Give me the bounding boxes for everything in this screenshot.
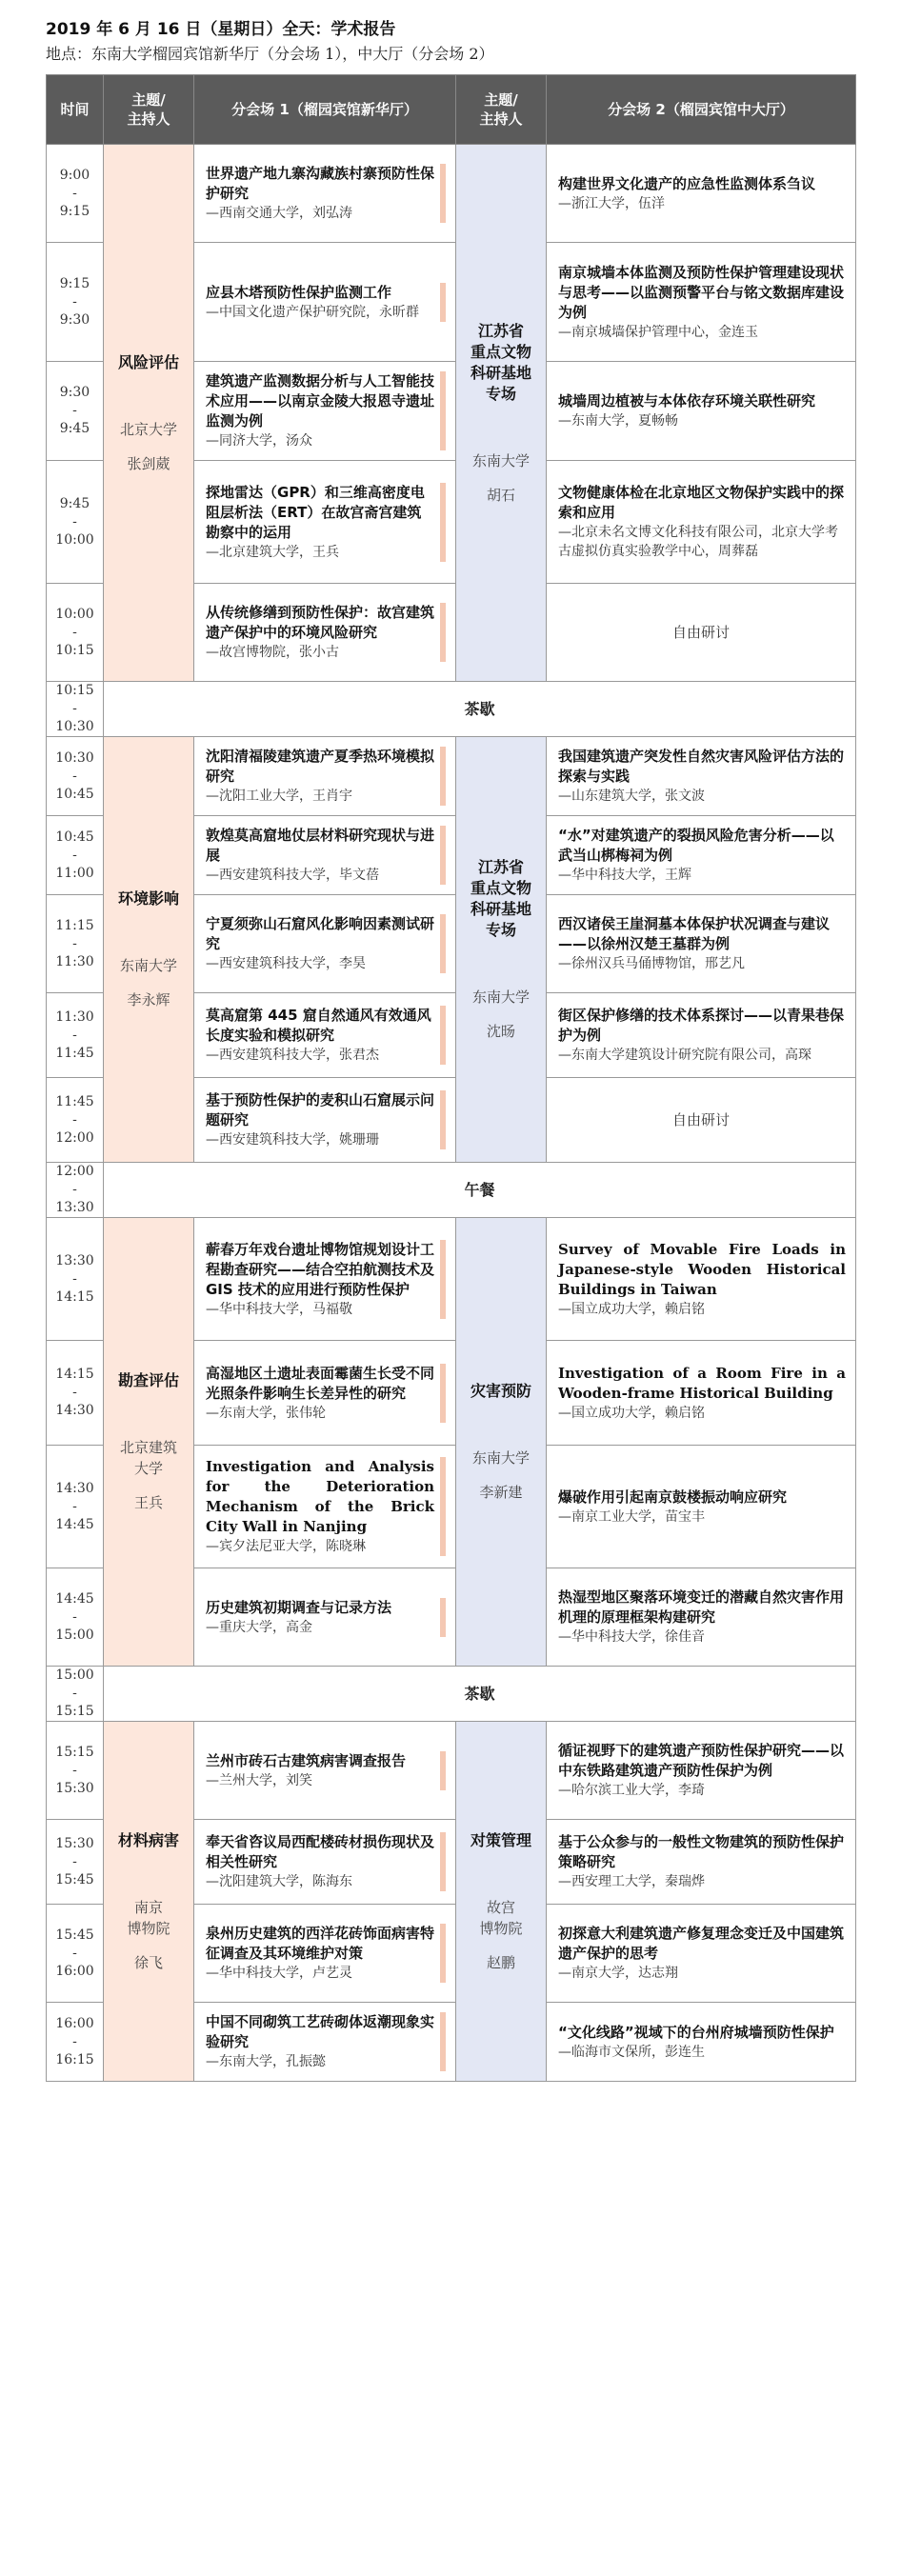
talk-affiliation: —西安建筑科技大学，张君杰 — [206, 1048, 379, 1063]
session-theme-line: 重点文物 — [470, 879, 531, 897]
host-gap — [104, 909, 193, 955]
talk-affiliation: —南京大学，达志翔 — [558, 1966, 678, 1981]
time-text: 16:00 — [55, 1963, 94, 1979]
host-org-line: 东南大学 — [471, 1449, 530, 1467]
host-gap — [456, 1402, 546, 1448]
talk-title: 南京城墙本体监测及预防性保护管理建设现状与思考——以监测预警平台与铭文数据库建设为例 — [558, 263, 845, 321]
time-text: 9:30 — [59, 311, 90, 328]
time-text: 15:00 — [55, 1627, 94, 1643]
time-cell — [47, 1446, 104, 1568]
time-text: 16:00 — [55, 2015, 94, 2031]
time-text: 12:00 — [55, 1164, 94, 1179]
session-theme — [456, 1381, 546, 1402]
talk-affiliation: —南京城墙保护管理中心，金连玉 — [558, 324, 758, 340]
talk-title: 历史建筑初期调查与记录方法 — [206, 1598, 392, 1616]
host-gap-small — [456, 1468, 546, 1482]
time-text: 10:00 — [55, 531, 94, 548]
session1-talk — [194, 1078, 456, 1163]
break-row — [47, 682, 856, 737]
talk-affiliation: —沈阳建筑大学，陈海东 — [206, 1874, 352, 1889]
time-text: 11:00 — [55, 865, 94, 881]
time-text: 9:30 — [59, 385, 90, 400]
session2-talk — [547, 1905, 856, 2003]
time-cell — [47, 816, 104, 895]
break-row — [47, 1667, 856, 1722]
table-row — [47, 737, 856, 816]
time-cell — [47, 584, 104, 682]
col-header-session1: 分会场 1（榴园宾馆新华厅） — [194, 75, 456, 145]
break-label: 茶歇 — [104, 1667, 856, 1722]
talk-affiliation: —沈阳工业大学，王肖宇 — [206, 789, 352, 804]
host-gap-small — [456, 1008, 546, 1021]
talk-title: “水”对建筑遗产的裂损风险危害分析——以武当山梆梅祠为例 — [558, 827, 834, 864]
time-cell — [47, 993, 104, 1078]
session1-talk — [194, 461, 456, 584]
session-theme-line: 专场 — [485, 384, 516, 403]
table-row — [47, 145, 856, 243]
session1-talk — [194, 362, 456, 461]
host-gap — [104, 1851, 193, 1897]
host-org-line: 东南大学 — [471, 988, 530, 1006]
time-text: 9:15 — [59, 275, 90, 291]
time-text: 14:45 — [55, 1590, 94, 1607]
time-text: 15:15 — [55, 1744, 94, 1760]
talk-title: Survey of Movable Fire Loads in Japanese-style Wooden Historical Buildings in Taiwan — [558, 1240, 846, 1298]
time-text: 11:30 — [55, 953, 94, 969]
host-org — [104, 1437, 193, 1479]
session-theme-line: 环境影响 — [117, 889, 179, 908]
session1-talk — [194, 993, 456, 1078]
talk-title: 热湿型地区聚落环境变迁的潜藏自然灾害作用机理的原理框架构建研究 — [558, 1588, 845, 1626]
host-org — [104, 1897, 193, 1939]
time-text: 15:30 — [55, 1835, 94, 1851]
talk-affiliation: —华中科技大学，马福敬 — [206, 1301, 352, 1317]
session2-talk — [547, 1568, 856, 1667]
time-cell — [47, 1163, 104, 1218]
session-theme — [104, 1830, 193, 1851]
host2-cell — [456, 145, 547, 682]
talk-affiliation: —国立成功大学，赖启铭 — [558, 1301, 705, 1317]
host-org-line: 北京建筑 — [119, 1439, 177, 1456]
session-theme-line: 对策管理 — [470, 1830, 531, 1849]
talk-affiliation: —山东建筑大学，张文波 — [558, 789, 705, 804]
talk-title: 西汉诸侯王崖洞墓本体保护状况调查与建议——以徐州汉楚王墓群为例 — [558, 915, 831, 952]
host-org-line: 故宫 — [486, 1898, 515, 1916]
session-theme-line: 科研基地 — [470, 900, 531, 918]
session2-talk — [547, 895, 856, 993]
schedule-table — [46, 74, 856, 2082]
host-gap — [104, 1391, 193, 1437]
talk-affiliation: —西安建筑科技大学，毕文蓓 — [206, 868, 379, 883]
schedule-venue-line: 地点：东南大学榴园宾馆新华厅（分会场 1），中大厅（分会场 2） — [46, 45, 494, 63]
talk-content — [206, 1457, 446, 1556]
session-theme-line: 勘查评估 — [117, 1371, 179, 1389]
talk-affiliation: —东南大学建筑设计研究院有限公司，高琛 — [558, 1048, 811, 1063]
host-gap — [456, 1851, 546, 1897]
time-text: - — [72, 935, 77, 951]
host-name: 张剑葳 — [127, 454, 170, 472]
time-text: 10:45 — [55, 786, 94, 802]
talk-title: Investigation and Analysis for the Deterioration Mechanism of the Brick City Wall in Nanjing — [206, 1458, 434, 1535]
talk-title: 初探意大利建筑遗产修复理念变迁及中国建筑遗产保护的思考 — [558, 1925, 845, 1962]
session-theme — [104, 1370, 193, 1391]
talk-content — [206, 1598, 446, 1637]
talk-affiliation: —北京建筑大学，王兵 — [206, 544, 339, 560]
host2-cell — [456, 1218, 547, 1667]
session1-talk — [194, 895, 456, 993]
session2-talk — [547, 362, 856, 461]
talk-title: 基于公众参与的一般性文物建筑的预防性保护策略研究 — [558, 1833, 845, 1870]
talk-content — [206, 603, 446, 662]
session1-talk — [194, 737, 456, 816]
talk-content — [206, 283, 446, 322]
host-gap-small — [104, 440, 193, 453]
talk-title: 基于预防性保护的麦积山石窟展示问题研究 — [206, 1091, 435, 1128]
table-row — [47, 1722, 856, 1820]
talk-affiliation: —宾夕法尼亚大学，陈晓琳 — [206, 1539, 366, 1554]
session2-talk — [547, 1820, 856, 1905]
time-text: 15:15 — [55, 1704, 94, 1719]
time-text: 15:30 — [55, 1780, 94, 1796]
host-org-line: 大学 — [133, 1460, 163, 1477]
time-text: - — [72, 293, 77, 310]
host-name: 徐飞 — [133, 1953, 163, 1971]
talk-title: 文物健康体检在北京地区文物保护实践中的探索和应用 — [558, 484, 845, 521]
talk-affiliation: —西安理工大学，秦瑞烨 — [558, 1874, 705, 1889]
time-cell — [47, 1820, 104, 1905]
time-text: - — [72, 185, 77, 201]
session2-talk — [547, 1218, 856, 1341]
host-org — [104, 955, 193, 976]
time-text: 14:15 — [55, 1367, 94, 1382]
host-gap — [104, 373, 193, 419]
talk-content — [206, 1240, 446, 1319]
session1-talk — [194, 816, 456, 895]
talk-affiliation: —华中科技大学，徐佳音 — [558, 1629, 705, 1645]
talk-title: 循证视野下的建筑遗产预防性保护研究——以中东铁路建筑遗产预防性保护为例 — [558, 1742, 845, 1779]
session2-talk — [547, 243, 856, 362]
host2-cell — [456, 737, 547, 1163]
time-cell — [47, 145, 104, 243]
talk-content — [206, 747, 446, 806]
talk-affiliation: —西安建筑科技大学，李昊 — [206, 956, 366, 971]
host-gap-small — [104, 976, 193, 989]
talk-title: 敦煌莫高窟地仗层材料研究现状与进展 — [206, 827, 435, 864]
time-text: - — [72, 768, 77, 784]
host1-cell — [104, 1218, 194, 1667]
session-theme — [456, 857, 546, 941]
session1-talk — [194, 584, 456, 682]
time-text: - — [72, 403, 77, 418]
talk-title: 奉天省咨议局西配楼砖材损伤现状及相关性研究 — [206, 1833, 435, 1870]
session-theme-line: 江苏省 — [477, 321, 524, 340]
time-text: 10:15 — [55, 683, 94, 698]
time-text: - — [72, 847, 77, 863]
talk-title: Investigation of a Room Fire in a Wooden-frame Historical Building — [558, 1364, 846, 1402]
session-theme — [456, 1830, 546, 1851]
talk-title: 从传统修缮到预防性保护：故宫建筑遗产保护中的环境风险研究 — [206, 604, 435, 641]
talk-title: 应县木塔预防性保护监测工作 — [206, 283, 392, 301]
time-text: - — [72, 624, 77, 640]
host-gap-small — [456, 1939, 546, 1952]
talk-affiliation: —徐州汉兵马俑博物馆，邢艺凡 — [558, 956, 745, 971]
time-text: 14:30 — [55, 1403, 94, 1418]
host-name: 沈旸 — [486, 1023, 515, 1040]
time-text: 10:00 — [55, 606, 94, 622]
time-text: - — [72, 1270, 77, 1287]
talk-title: 高湿地区土遗址表面霉菌生长受不同光照条件影响生长差异性的研究 — [206, 1364, 435, 1402]
time-text: - — [72, 1111, 77, 1128]
time-text: 14:45 — [55, 1516, 94, 1532]
talk-affiliation: —东南大学，孔振懿 — [206, 2054, 326, 2069]
session2-talk — [547, 1446, 856, 1568]
time-cell — [47, 1218, 104, 1341]
time-text: 12:00 — [55, 1129, 94, 1146]
session1-talk — [194, 1218, 456, 1341]
time-text: 9:45 — [59, 421, 90, 436]
talk-affiliation: —兰州大学，刘笑 — [206, 1772, 312, 1788]
talk-content — [206, 1751, 446, 1790]
col-header-session2: 分会场 2（榴园宾馆中大厅） — [547, 75, 856, 145]
time-text: 9:45 — [59, 495, 90, 511]
talk-content — [206, 1090, 446, 1149]
time-text: 11:45 — [55, 1093, 94, 1109]
session2-talk — [547, 993, 856, 1078]
time-cell — [47, 1341, 104, 1446]
col-header-host2: 主题/ 主持人 — [456, 75, 547, 145]
session2-talk — [547, 461, 856, 584]
talk-title: 沈阳清福陵建筑遗产夏季热环境模拟研究 — [206, 748, 435, 785]
session-theme — [104, 352, 193, 373]
session2-talk — [547, 145, 856, 243]
host-gap-small — [456, 471, 546, 485]
session-theme-line: 科研基地 — [470, 363, 531, 382]
session2-talk — [547, 1341, 856, 1446]
session1-talk — [194, 1341, 456, 1446]
talk-title: 我国建筑遗产突发性自然灾害风险评估方法的探索与实践 — [558, 748, 845, 785]
session-theme-line: 江苏省 — [477, 858, 524, 876]
session-theme-line: 材料病害 — [117, 1830, 179, 1849]
host-name: 赵鹏 — [486, 1953, 515, 1971]
talk-title: 蕲春万年戏台遗址博物馆规划设计工程勘查研究——结合空拍航测技术及 GIS 技术的应用进行预防性保护 — [206, 1240, 435, 1298]
host-org-line: 东南大学 — [471, 451, 530, 469]
talk-affiliation: —重庆大学，高金 — [206, 1619, 312, 1635]
talk-content — [206, 164, 446, 223]
talk-title: 世界遗产地九寨沟藏族村寨预防性保护研究 — [206, 165, 435, 202]
talk-affiliation: —华中科技大学，卢艺灵 — [206, 1966, 352, 1981]
time-text: 11:45 — [55, 1045, 94, 1061]
session2-talk — [547, 1722, 856, 1820]
time-cell — [47, 1667, 104, 1722]
host-org-line: 南京 — [133, 1898, 163, 1916]
col-header-host1: 主题/ 主持人 — [104, 75, 194, 145]
talk-content — [206, 1832, 446, 1891]
talk-content — [206, 1924, 446, 1983]
session-theme-line: 灾害预防 — [470, 1382, 531, 1400]
time-text: 14:30 — [55, 1480, 94, 1496]
talk-title: 建筑遗产监测数据分析与人工智能技术应用——以南京金陵大报恩寺遗址监测为例 — [206, 372, 435, 429]
talk-content — [206, 1364, 446, 1423]
time-text: - — [72, 1686, 77, 1701]
session1-talk — [194, 1568, 456, 1667]
talk-affiliation: —华中科技大学，王辉 — [558, 868, 691, 883]
time-text: - — [72, 1853, 77, 1869]
session2-talk — [547, 737, 856, 816]
col-header-time: 时间 — [47, 75, 104, 145]
talk-content — [206, 914, 446, 973]
host-org-line: 北京大学 — [119, 420, 177, 438]
host-gap-small — [104, 1939, 193, 1952]
time-cell — [47, 2003, 104, 2082]
time-text: 15:00 — [55, 1667, 94, 1683]
host-name: 李新建 — [479, 1484, 523, 1501]
session1-talk — [194, 1446, 456, 1568]
host1-cell — [104, 145, 194, 682]
talk-affiliation: —浙江大学，伍洋 — [558, 195, 665, 211]
free-discussion: 自由研讨 — [547, 584, 856, 682]
host1-cell — [104, 737, 194, 1163]
host-org — [456, 450, 546, 471]
session-theme-line: 风险评估 — [117, 352, 179, 371]
talk-affiliation: —临海市文保所，彭连生 — [558, 2044, 705, 2060]
time-text: 14:15 — [55, 1288, 94, 1305]
host2-cell — [456, 1722, 547, 2082]
talk-affiliation: —西南交通大学，刘弘涛 — [206, 206, 352, 221]
time-text: 11:15 — [55, 917, 94, 933]
talk-content — [206, 483, 446, 562]
talk-title: 中国不同砌筑工艺砖砌体返潮现象实验研究 — [206, 2013, 435, 2050]
time-text: 11:30 — [55, 1008, 94, 1025]
time-text: - — [72, 1498, 77, 1514]
talk-title: 街区保护修缮的技术体系探讨——以青果巷保护为例 — [558, 1007, 845, 1044]
time-text: - — [72, 1182, 77, 1197]
time-cell — [47, 461, 104, 584]
session1-talk — [194, 2003, 456, 2082]
break-label: 茶歇 — [104, 682, 856, 737]
talk-affiliation: —西安建筑科技大学，姚珊珊 — [206, 1132, 379, 1148]
time-text: 15:45 — [55, 1871, 94, 1887]
talk-content — [206, 2012, 446, 2071]
session-theme — [456, 321, 546, 405]
session1-talk — [194, 1820, 456, 1905]
time-text: 10:30 — [55, 719, 94, 734]
host-gap-small — [104, 1479, 193, 1492]
time-text: 10:30 — [55, 749, 94, 766]
time-text: - — [72, 1608, 77, 1625]
time-text: - — [72, 513, 77, 529]
talk-affiliation: —故宫博物院，张小古 — [206, 645, 339, 660]
time-text: 10:45 — [55, 829, 94, 845]
host-org — [456, 987, 546, 1008]
time-text: 9:00 — [59, 167, 90, 183]
host-name: 胡石 — [486, 486, 515, 504]
session1-talk — [194, 1722, 456, 1820]
time-text: - — [72, 1762, 77, 1778]
session1-talk — [194, 243, 456, 362]
talk-affiliation: —哈尔滨工业大学，李琦 — [558, 1783, 705, 1798]
host-org — [456, 1448, 546, 1468]
talk-affiliation: —中国文化遗产保护研究院，永昕群 — [206, 304, 419, 320]
time-text: - — [72, 1385, 77, 1400]
host-name: 王兵 — [133, 1494, 163, 1511]
time-text: - — [72, 1027, 77, 1043]
time-cell — [47, 1078, 104, 1163]
host-org-line: 博物院 — [479, 1919, 523, 1937]
talk-content — [206, 371, 446, 450]
talk-affiliation: —同济大学，汤众 — [206, 433, 312, 449]
time-cell — [47, 737, 104, 816]
time-text: 10:15 — [55, 642, 94, 658]
talk-title: 莫高窟第 445 窟自然通风有效通风长度实验和模拟研究 — [206, 1007, 431, 1044]
talk-affiliation: —北京未名文博文化科技有限公司，北京大学考古虚拟仿真实验教学中心，周葬磊 — [558, 525, 838, 559]
session1-talk — [194, 145, 456, 243]
host-org-line: 博物院 — [127, 1919, 170, 1937]
talk-title: 城墙周边植被与本体依存环境关联性研究 — [558, 392, 816, 409]
session2-talk — [547, 2003, 856, 2082]
talk-affiliation: —东南大学，张伟轮 — [206, 1405, 326, 1421]
time-cell — [47, 895, 104, 993]
table-header-row — [47, 75, 856, 145]
time-text: 9:15 — [59, 203, 90, 219]
time-cell — [47, 682, 104, 737]
host-org-line: 东南大学 — [119, 957, 177, 974]
talk-title: 探地雷达（GPR）和三维高密度电阻层析法（ERT）在故宫斋宫建筑勘察中的运用 — [206, 483, 425, 541]
time-text: 13:30 — [55, 1252, 94, 1268]
talk-title: 泉州历史建筑的西洋花砖饰面病害特征调查及其环境维护对策 — [206, 1925, 435, 1962]
time-cell — [47, 362, 104, 461]
talk-title: 构建世界文化遗产的应急性监测体系刍议 — [558, 174, 816, 192]
session-theme-line: 重点文物 — [470, 342, 531, 361]
session-theme — [104, 889, 193, 909]
host-org — [104, 419, 193, 440]
session-theme-line: 专场 — [485, 921, 516, 939]
time-text: - — [72, 1945, 77, 1961]
session2-talk — [547, 816, 856, 895]
host-org — [456, 1897, 546, 1939]
time-text: 13:30 — [55, 1200, 94, 1215]
host1-cell — [104, 1722, 194, 2082]
time-cell — [47, 1722, 104, 1820]
talk-content — [206, 826, 446, 885]
talk-title: 爆破作用引起南京鼓楼振动响应研究 — [558, 1488, 788, 1506]
break-label: 午餐 — [104, 1163, 856, 1218]
time-text: - — [72, 701, 77, 716]
time-cell — [47, 1568, 104, 1667]
talk-content — [206, 1006, 446, 1065]
talk-title: 兰州市砖石古建筑病害调查报告 — [206, 1751, 407, 1769]
time-text: - — [72, 2033, 77, 2049]
talk-affiliation: —南京工业大学，苗宝丰 — [558, 1508, 705, 1525]
talk-title: 宁夏须弥山石窟风化影响因素测试研究 — [206, 915, 435, 952]
schedule-date-title: 2019 年 6 月 16 日（星期日）全天：学术报告 — [46, 20, 396, 39]
free-discussion: 自由研讨 — [547, 1078, 856, 1163]
host-gap — [456, 405, 546, 450]
session1-talk — [194, 1905, 456, 2003]
talk-title: “文化线路”视域下的台州府城墙预防性保护 — [558, 2023, 834, 2041]
talk-affiliation: —东南大学，夏畅畅 — [558, 413, 678, 429]
talk-affiliation: —国立成功大学，赖启铭 — [558, 1405, 705, 1421]
host-gap — [456, 941, 546, 987]
time-cell — [47, 243, 104, 362]
time-text: 15:45 — [55, 1927, 94, 1943]
table-row — [47, 1218, 856, 1341]
time-cell — [47, 1905, 104, 2003]
break-row — [47, 1163, 856, 1218]
host-name: 李永辉 — [127, 991, 170, 1008]
time-text: 16:15 — [55, 2051, 94, 2067]
